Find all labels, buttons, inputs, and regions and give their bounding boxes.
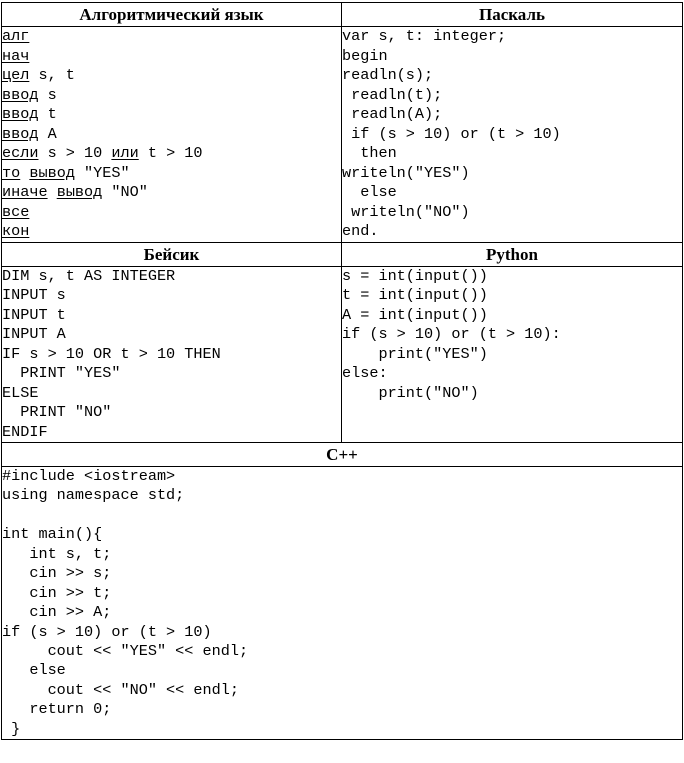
cpp-code-cell [2, 467, 683, 740]
algorithmic-code-line [2, 203, 341, 223]
basic-code-line: INPUT t [2, 305, 66, 324]
cpp-code-line: cout << "NO" << endl; [2, 680, 239, 699]
algorithmic-code-line [2, 105, 341, 125]
header-pascal: Паскаль [342, 3, 683, 27]
pascal-code-line: writeln("NO") [342, 202, 470, 221]
basic-code-line: PRINT "NO" [2, 403, 112, 421]
python-code-line: print("NO") [342, 383, 479, 402]
cpp-code-line: return 0; [2, 700, 112, 719]
basic-code-line: ENDIF [2, 422, 48, 441]
code-text: s > 10 [38, 144, 112, 162]
keyword: ввод [2, 105, 39, 123]
code-text: t > 10 [138, 144, 203, 162]
algorithmic-code-line [2, 164, 341, 184]
code-comparison-table [1, 2, 683, 740]
keyword: кон [2, 222, 30, 240]
pascal-code-cell [342, 27, 683, 243]
python-code-line: if (s > 10) or (t > 10): [342, 325, 561, 343]
basic-code-line: PRINT "YES" [2, 364, 121, 382]
code-text: "YES" [74, 163, 130, 182]
basic-code-line: DIM s, t AS INTEGER [2, 266, 176, 285]
cpp-code-line: int s, t; [2, 544, 112, 563]
python-code-cell [342, 266, 683, 443]
algorithmic-code-line [2, 47, 341, 67]
header-row-3 [2, 443, 683, 467]
cpp-code-line: using namespace std; [2, 486, 185, 505]
code-row-2 [2, 266, 683, 443]
cpp-code-line [2, 506, 682, 525]
pascal-code [342, 27, 682, 242]
keyword: вывод [56, 183, 103, 201]
python-code-line: A = int(input()) [342, 305, 488, 324]
pascal-code-line: end. [342, 222, 379, 240]
cpp-code-line: cin >> t; [2, 583, 112, 602]
python-code-line: t = int(input()) [342, 286, 488, 304]
pascal-code-line: readln(s); [342, 66, 434, 84]
algorithmic-code-line [2, 183, 341, 203]
code-text: t [38, 105, 57, 123]
keyword: вывод [29, 163, 75, 182]
pascal-code-line: if (s > 10) or (t > 10) [342, 124, 561, 143]
code-text [20, 164, 29, 182]
basic-code-line: IF s > 10 OR t > 10 THEN [2, 344, 221, 363]
algorithmic-code-line [2, 27, 341, 47]
code-text: "NO" [102, 183, 148, 201]
cpp-code-line: cin >> s; [2, 564, 112, 583]
basic-code-cell [2, 266, 342, 443]
keyword: алг [2, 27, 30, 45]
algorithmic-code-line [2, 144, 341, 164]
cpp-code [2, 467, 682, 739]
cpp-code-line: } [2, 719, 21, 738]
basic-code-line: ELSE [2, 383, 39, 402]
pascal-code-line: begin [342, 46, 388, 65]
algorithmic-code-line [2, 125, 341, 145]
cpp-code-line: else [2, 661, 66, 680]
header-algorithmic: Алгоритмический язык [2, 3, 342, 27]
cpp-code-line: #include <iostream> [2, 467, 176, 485]
header-row-1 [2, 3, 683, 27]
keyword: все [2, 202, 30, 221]
keyword: ввод [2, 85, 39, 104]
header-python: Python [342, 242, 683, 266]
code-text [48, 183, 57, 201]
pascal-code-line: else [342, 183, 397, 201]
python-code-line: s = int(input()) [342, 266, 488, 285]
header-cpp: C++ [2, 443, 683, 467]
code-text: s, t [29, 66, 75, 84]
cpp-code-line: cout << "YES" << endl; [2, 641, 249, 660]
pascal-code-line: writeln("YES") [342, 163, 470, 182]
keyword: иначе [2, 183, 48, 201]
keyword: то [2, 163, 21, 182]
pascal-code-line: readln(t); [342, 85, 443, 104]
basic-code-line: INPUT A [2, 325, 66, 343]
code-text: A [38, 124, 57, 143]
algorithmic-code-line [2, 86, 341, 106]
algorithmic-code-line [2, 66, 341, 86]
cpp-code-line: if (s > 10) or (t > 10) [2, 622, 212, 641]
keyword: или [111, 144, 139, 162]
keyword: цел [2, 66, 30, 84]
python-code-line: else: [342, 364, 388, 382]
code-row-1 [2, 27, 683, 243]
pascal-code-line: readln(A); [342, 105, 443, 123]
pascal-code-line: then [342, 144, 397, 162]
header-row-2 [2, 242, 683, 266]
python-code [342, 267, 682, 404]
basic-code [2, 267, 341, 443]
cpp-code-line: int main(){ [2, 525, 103, 544]
keyword: если [2, 144, 39, 162]
algorithmic-code [2, 27, 341, 242]
pascal-code-line: var s, t: integer; [342, 27, 507, 45]
cpp-code-line: cin >> A; [2, 603, 112, 622]
basic-code-line: INPUT s [2, 286, 66, 304]
algorithmic-code-cell [2, 27, 342, 243]
keyword: ввод [2, 124, 39, 143]
keyword: нач [2, 46, 30, 65]
header-basic: Бейсик [2, 242, 342, 266]
algorithmic-code-line [2, 222, 341, 242]
python-code-line: print("YES") [342, 344, 488, 363]
code-row-3 [2, 467, 683, 740]
code-text: s [38, 85, 57, 104]
